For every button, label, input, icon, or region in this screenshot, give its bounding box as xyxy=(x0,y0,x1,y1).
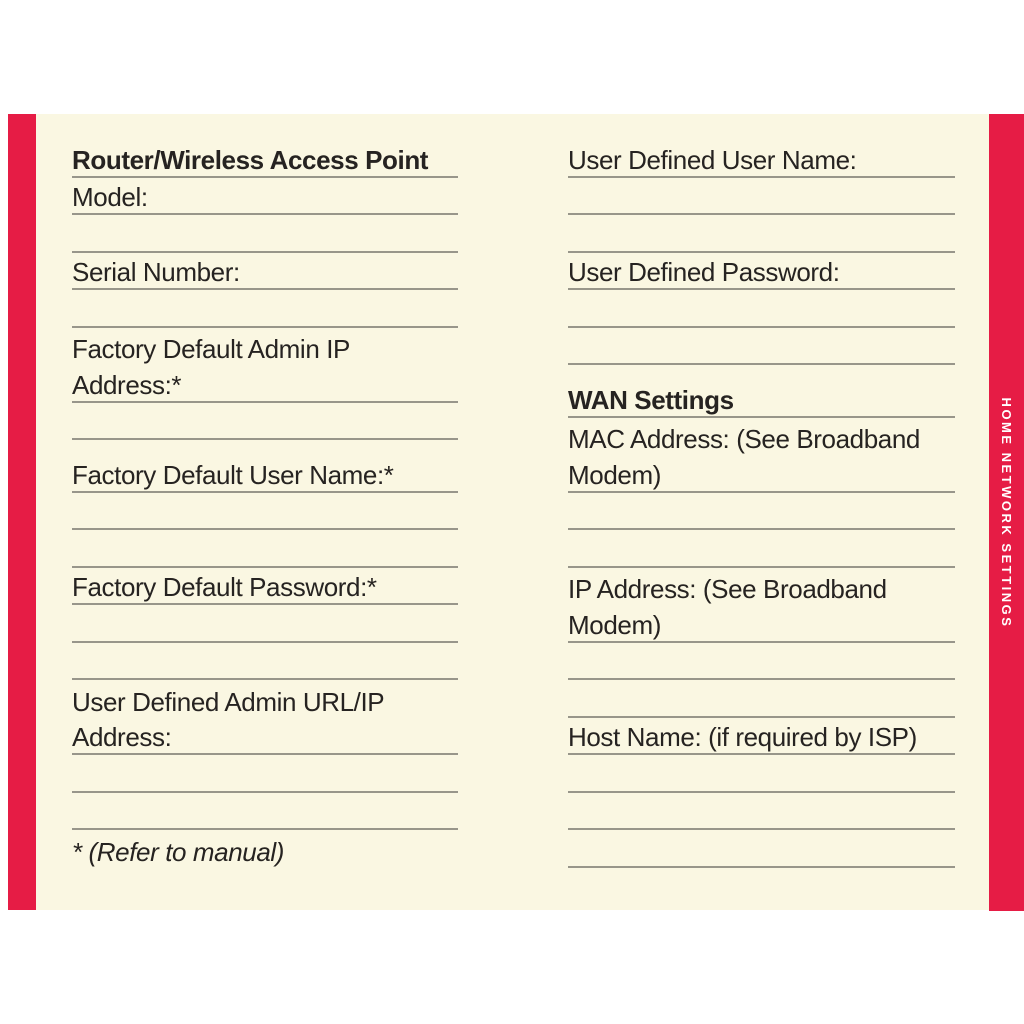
form-field-row xyxy=(568,643,955,681)
blank-write-in-line xyxy=(568,178,955,216)
blank-write-in-line xyxy=(568,493,955,531)
blank-write-in-line xyxy=(568,830,955,868)
label-line xyxy=(568,605,955,643)
blank-write-in-line xyxy=(568,328,955,366)
form-field-row xyxy=(568,253,955,291)
blank-write-in-line xyxy=(72,605,458,643)
field-label: Factory Default Password:* xyxy=(72,572,377,602)
form-field-row xyxy=(72,290,458,328)
form-field-row xyxy=(72,328,458,403)
form-field-row xyxy=(568,830,955,868)
form-field-row xyxy=(72,253,458,291)
left-form-column xyxy=(72,140,458,868)
section-heading: WAN Settings xyxy=(568,384,734,415)
label-line xyxy=(72,178,458,216)
field-label: Serial Number: xyxy=(72,257,240,287)
form-field-row xyxy=(568,328,955,366)
form-field-row xyxy=(72,530,458,568)
field-label: User Defined Admin URL/IP xyxy=(72,686,385,717)
form-field-row xyxy=(568,380,955,418)
label-line xyxy=(72,253,458,291)
form-field-row xyxy=(72,403,458,441)
footnote: * (Refer to manual) xyxy=(72,836,285,867)
form-field-row xyxy=(568,290,955,328)
form-field-row xyxy=(568,493,955,531)
form-field-row xyxy=(568,178,955,216)
form-field-row xyxy=(72,493,458,531)
field-label: User Defined User Name: xyxy=(568,144,857,175)
field-label: Address: xyxy=(72,722,172,752)
field-label: Model: xyxy=(72,182,148,212)
blank-write-in-line xyxy=(568,530,955,568)
left-red-spine xyxy=(8,114,36,910)
blank-write-in-line xyxy=(72,493,458,531)
section-tab-label: HOME NETWORK SETTINGS xyxy=(999,397,1014,628)
field-label: Host Name: (if required by ISP) xyxy=(568,722,917,752)
field-label: User Defined Password: xyxy=(568,257,840,287)
form-field-row xyxy=(568,755,955,793)
label-line xyxy=(72,568,458,606)
field-label: MAC Address: (See Broadband xyxy=(568,424,920,454)
label-line xyxy=(72,455,458,493)
form-field-row xyxy=(72,455,458,493)
field-label: Modem) xyxy=(568,609,661,640)
blank-write-in-line xyxy=(568,793,955,831)
label-line xyxy=(72,328,458,366)
label-line xyxy=(72,830,458,868)
label-line xyxy=(568,140,955,178)
label-line xyxy=(72,718,458,756)
form-field-row xyxy=(72,215,458,253)
blank-write-in-line xyxy=(72,215,458,253)
blank-write-in-line xyxy=(72,530,458,568)
section-edge-tab xyxy=(989,114,1024,911)
blank-write-in-line xyxy=(72,403,458,441)
form-field-row xyxy=(72,793,458,831)
form-field-row xyxy=(72,680,458,755)
blank-write-in-line xyxy=(72,643,458,681)
blank-write-in-line xyxy=(72,290,458,328)
blank-write-in-line xyxy=(72,755,458,793)
label-line xyxy=(72,140,458,178)
form-field-row xyxy=(568,718,955,756)
label-line xyxy=(72,680,458,718)
form-field-row xyxy=(568,530,955,568)
blank-write-in-line xyxy=(568,755,955,793)
label-line xyxy=(72,365,458,403)
form-field-row xyxy=(72,178,458,216)
label-line xyxy=(568,568,955,606)
form-field-row xyxy=(72,568,458,606)
form-field-row xyxy=(568,793,955,831)
form-field-row xyxy=(568,680,955,718)
blank-write-in-line xyxy=(72,793,458,831)
field-label: Modem) xyxy=(568,459,661,490)
field-label: Factory Default User Name:* xyxy=(72,459,394,490)
blank-write-in-line xyxy=(568,643,955,681)
section-heading: Router/Wireless Access Point xyxy=(72,144,429,175)
form-field-row xyxy=(568,418,955,493)
form-field-row xyxy=(72,755,458,793)
form-field-row xyxy=(72,830,458,868)
field-label: Factory Default Admin IP xyxy=(72,334,350,364)
label-line xyxy=(568,718,955,756)
form-field-row xyxy=(72,643,458,681)
form-field-row xyxy=(72,605,458,643)
form-field-row xyxy=(72,140,458,178)
label-line xyxy=(568,253,955,291)
blank-write-in-line xyxy=(568,290,955,328)
blank-write-in-line xyxy=(568,215,955,253)
label-line xyxy=(568,380,955,418)
blank-write-in-line xyxy=(568,680,955,718)
label-line xyxy=(568,455,955,493)
field-label: Address:* xyxy=(72,369,182,400)
form-field-row xyxy=(568,568,955,643)
label-line xyxy=(568,418,955,456)
right-form-column xyxy=(568,140,955,868)
field-label: IP Address: (See Broadband xyxy=(568,574,887,604)
form-field-row xyxy=(568,140,955,178)
form-field-row xyxy=(568,215,955,253)
